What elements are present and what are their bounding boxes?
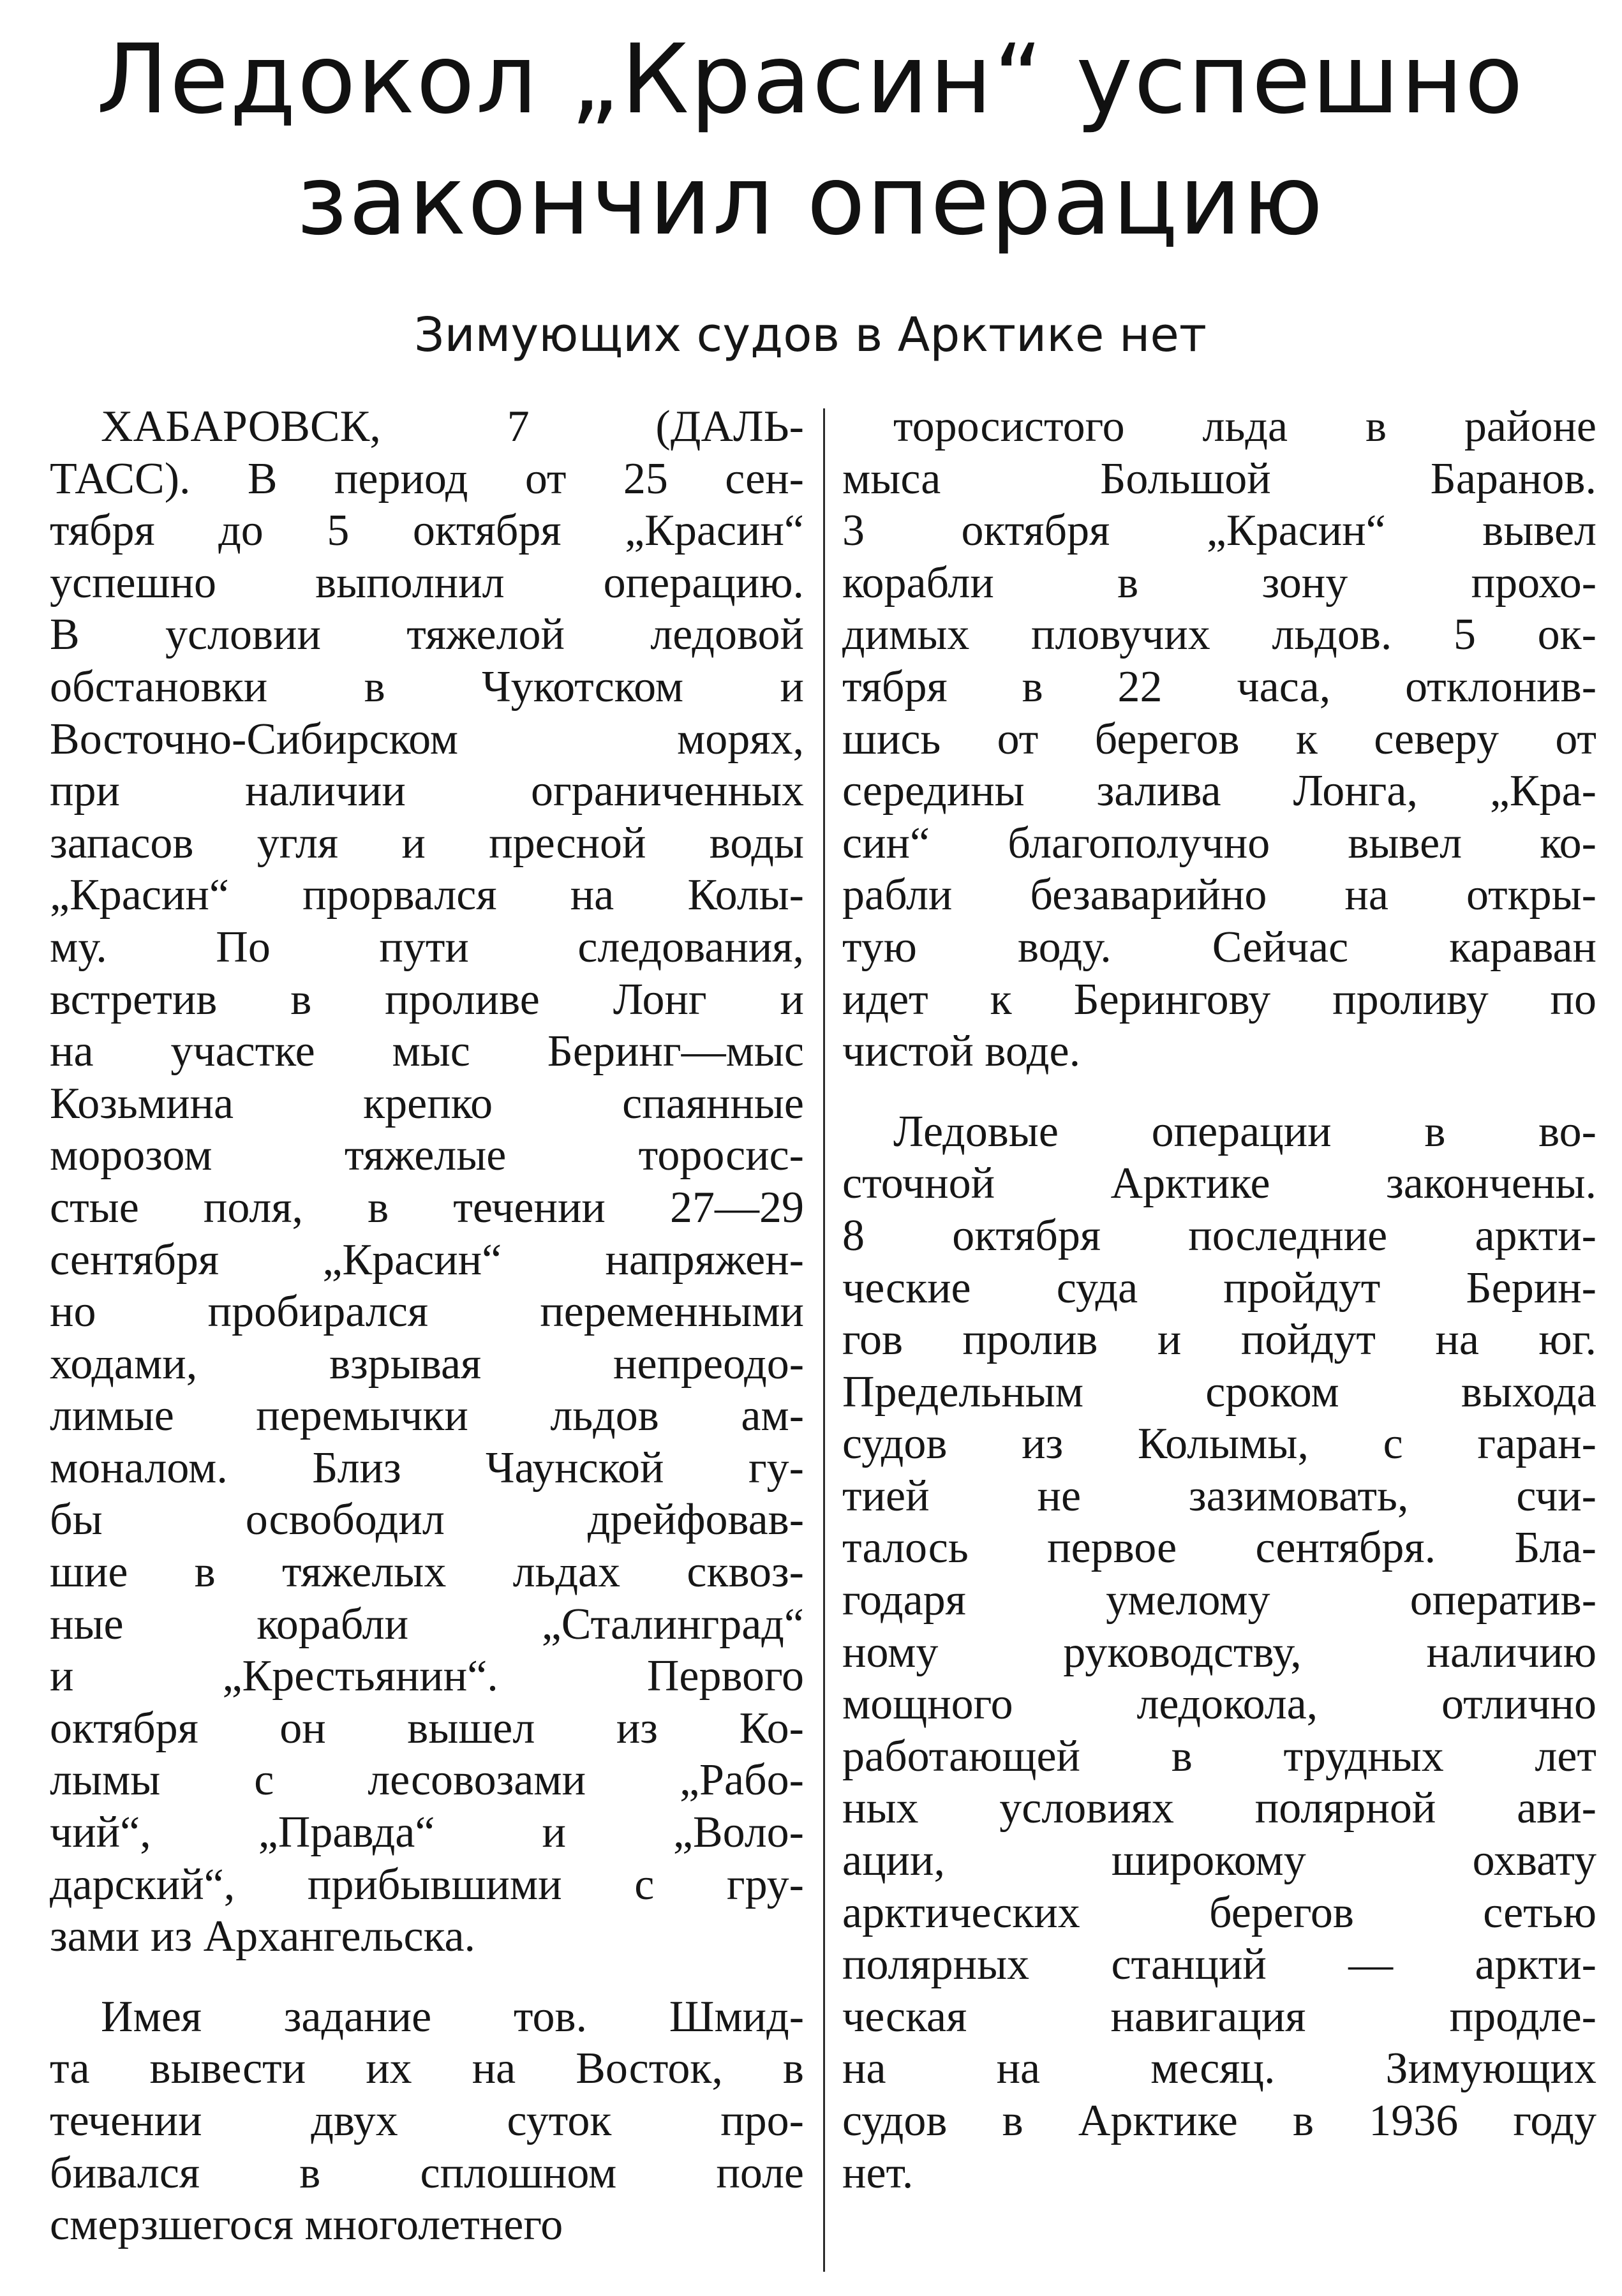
- headline-line: закончил операцию: [296, 145, 1325, 257]
- article-text-line: тября в 22 часа, отклонив-: [842, 662, 1596, 712]
- article-text-line: судов в Арктике в 1936 году: [842, 2096, 1596, 2145]
- paragraph-gap: [50, 1963, 804, 1991]
- article-text-line: моналом. Близ Чаунской гу-: [50, 1443, 804, 1493]
- article-text-line: В условии тяжелой ледовой: [50, 610, 804, 660]
- article-text-line: успешно выполнил операцию.: [50, 558, 804, 608]
- article-text-line: Ледовые операции в во-: [893, 1107, 1596, 1156]
- article-text-line: на участке мыс Беринг—мыс: [50, 1027, 804, 1077]
- article-text-line: зами из Архангельска.: [50, 1912, 476, 1962]
- headline: [26, 19, 1595, 262]
- article-text-line: при наличии ограниченных: [50, 766, 804, 816]
- article-text-line: сентября „Красин“ напряжен-: [50, 1235, 804, 1285]
- headline-line: Ледокол „Красин“ успешно: [96, 24, 1524, 135]
- article-text-line: бивался в сплошном поле: [50, 2148, 804, 2198]
- article-text-line: тией не зазимовать, счи-: [842, 1471, 1596, 1521]
- article-text-line: тября до 5 октября „Красин“: [50, 506, 804, 556]
- article-text-line: бы освободил дрейфовав-: [50, 1495, 804, 1545]
- article-text-line: тую воду. Сейчас караван: [842, 922, 1596, 972]
- article-text-line: Имея задание тов. Шмид-: [101, 1992, 804, 2041]
- article-text-line: талось первое сентября. Бла-: [842, 1523, 1596, 1573]
- article-text-line: стые поля, в течении 27—29: [50, 1182, 804, 1232]
- article-text-line: мощного ледокола, отлично: [842, 1680, 1596, 1729]
- article-text-line: годаря умелому оператив-: [842, 1576, 1596, 1625]
- article-text-line: встретив в проливе Лонг и: [50, 974, 804, 1024]
- article-text-line: 3 октября „Красин“ вывел: [842, 506, 1596, 556]
- article-text-line: ходами, взрывая непреодо-: [50, 1339, 804, 1389]
- article-text-line: гов пролив и пойдут на юг.: [842, 1315, 1596, 1365]
- article-text-line: ации, широкому охвату: [842, 1836, 1596, 1886]
- article-text-line: шись от берегов к северу от: [842, 714, 1596, 764]
- article-text-line: корабли в зону прохо-: [842, 558, 1596, 608]
- article-text-line: октября он вышел из Ко-: [50, 1703, 804, 1753]
- article-text-line: обстановки в Чукотском и: [50, 662, 804, 712]
- article-text-line: димых пловучих льдов. 5 ок-: [842, 610, 1596, 660]
- article-text-line: ному руководству, наличию: [842, 1627, 1596, 1677]
- left-column: [50, 401, 804, 2251]
- article-text-line: ХАБАРОВСК, 7 (ДАЛЬ-: [101, 402, 804, 451]
- article-text-line: „Красин“ прорвался на Колы-: [50, 870, 804, 920]
- article-text-line: ных условиях полярной ави-: [842, 1784, 1596, 1833]
- article-text-line: полярных станций — аркти-: [842, 1940, 1596, 1990]
- article-text-line: торосистого льда в районе: [893, 402, 1596, 451]
- article-text-line: 8 октября последние аркти-: [842, 1211, 1596, 1260]
- article-text-line: ческие суда пройдут Берин-: [842, 1263, 1596, 1313]
- article-text-line: Козьмина крепко спаянные: [50, 1078, 804, 1128]
- paragraph-gap: [842, 1078, 1596, 1106]
- article-text-line: морозом тяжелые торосис-: [50, 1131, 804, 1181]
- article-text-line: лымы с лесовозами „Рабо-: [50, 1756, 804, 1805]
- article-text-line: му. По пути следования,: [50, 922, 804, 972]
- article-text-line: Восточно-Сибирском морях,: [50, 714, 804, 764]
- article-text-line: арктических берегов сетью: [842, 1888, 1596, 1937]
- article-text-line: нет.: [842, 2148, 914, 2198]
- article-text-line: Предельным сроком выхода: [842, 1367, 1596, 1417]
- article-text-line: запасов угля и пресной воды: [50, 818, 804, 868]
- article-text-line: и „Крестьянин“. Первого: [50, 1651, 804, 1701]
- article-text-line: чий“, „Правда“ и „Воло-: [50, 1808, 804, 1858]
- article-text-line: середины залива Лонга, „Кра-: [842, 766, 1596, 816]
- article-text-line: ные корабли „Сталинград“: [50, 1599, 804, 1649]
- article-text-line: течении двух суток про-: [50, 2096, 804, 2145]
- article-text-line: рабли безаварийно на откры-: [842, 870, 1596, 920]
- article-text-line: шие в тяжелых льдах сквоз-: [50, 1547, 804, 1597]
- article-text-line: та вывести их на Восток, в: [50, 2044, 804, 2094]
- subheadline: Зимующих судов в Арктике нет: [414, 308, 1207, 362]
- article-text-line: чистой воде.: [842, 1027, 1081, 1077]
- article-text-line: ТАСС). В период от 25 сен-: [50, 454, 804, 503]
- article-text-line: мыса Большой Баранов.: [842, 454, 1596, 503]
- article-text-line: сточной Арктике закончены.: [842, 1159, 1596, 1209]
- article-text-line: дарский“, прибывшими с гру-: [50, 1860, 804, 1909]
- article-text-line: лимые перемычки льдов ам-: [50, 1391, 804, 1441]
- article-text-line: работающей в трудных лет: [842, 1731, 1596, 1781]
- article-text-line: смерзшегося многолетнего: [50, 2200, 563, 2250]
- article-text-line: идет к Берингову проливу по: [842, 974, 1596, 1024]
- column-divider: [823, 408, 825, 2272]
- article-text-line: ческая навигация продле-: [842, 1992, 1596, 2041]
- article-text-line: но пробирался переменными: [50, 1287, 804, 1337]
- article-text-line: судов из Колымы, с гаран-: [842, 1419, 1596, 1469]
- article-text-line: син“ благополучно вывел ко-: [842, 818, 1596, 868]
- article-text-line: на на месяц. Зимующих: [842, 2044, 1596, 2094]
- right-column: [842, 401, 1596, 2199]
